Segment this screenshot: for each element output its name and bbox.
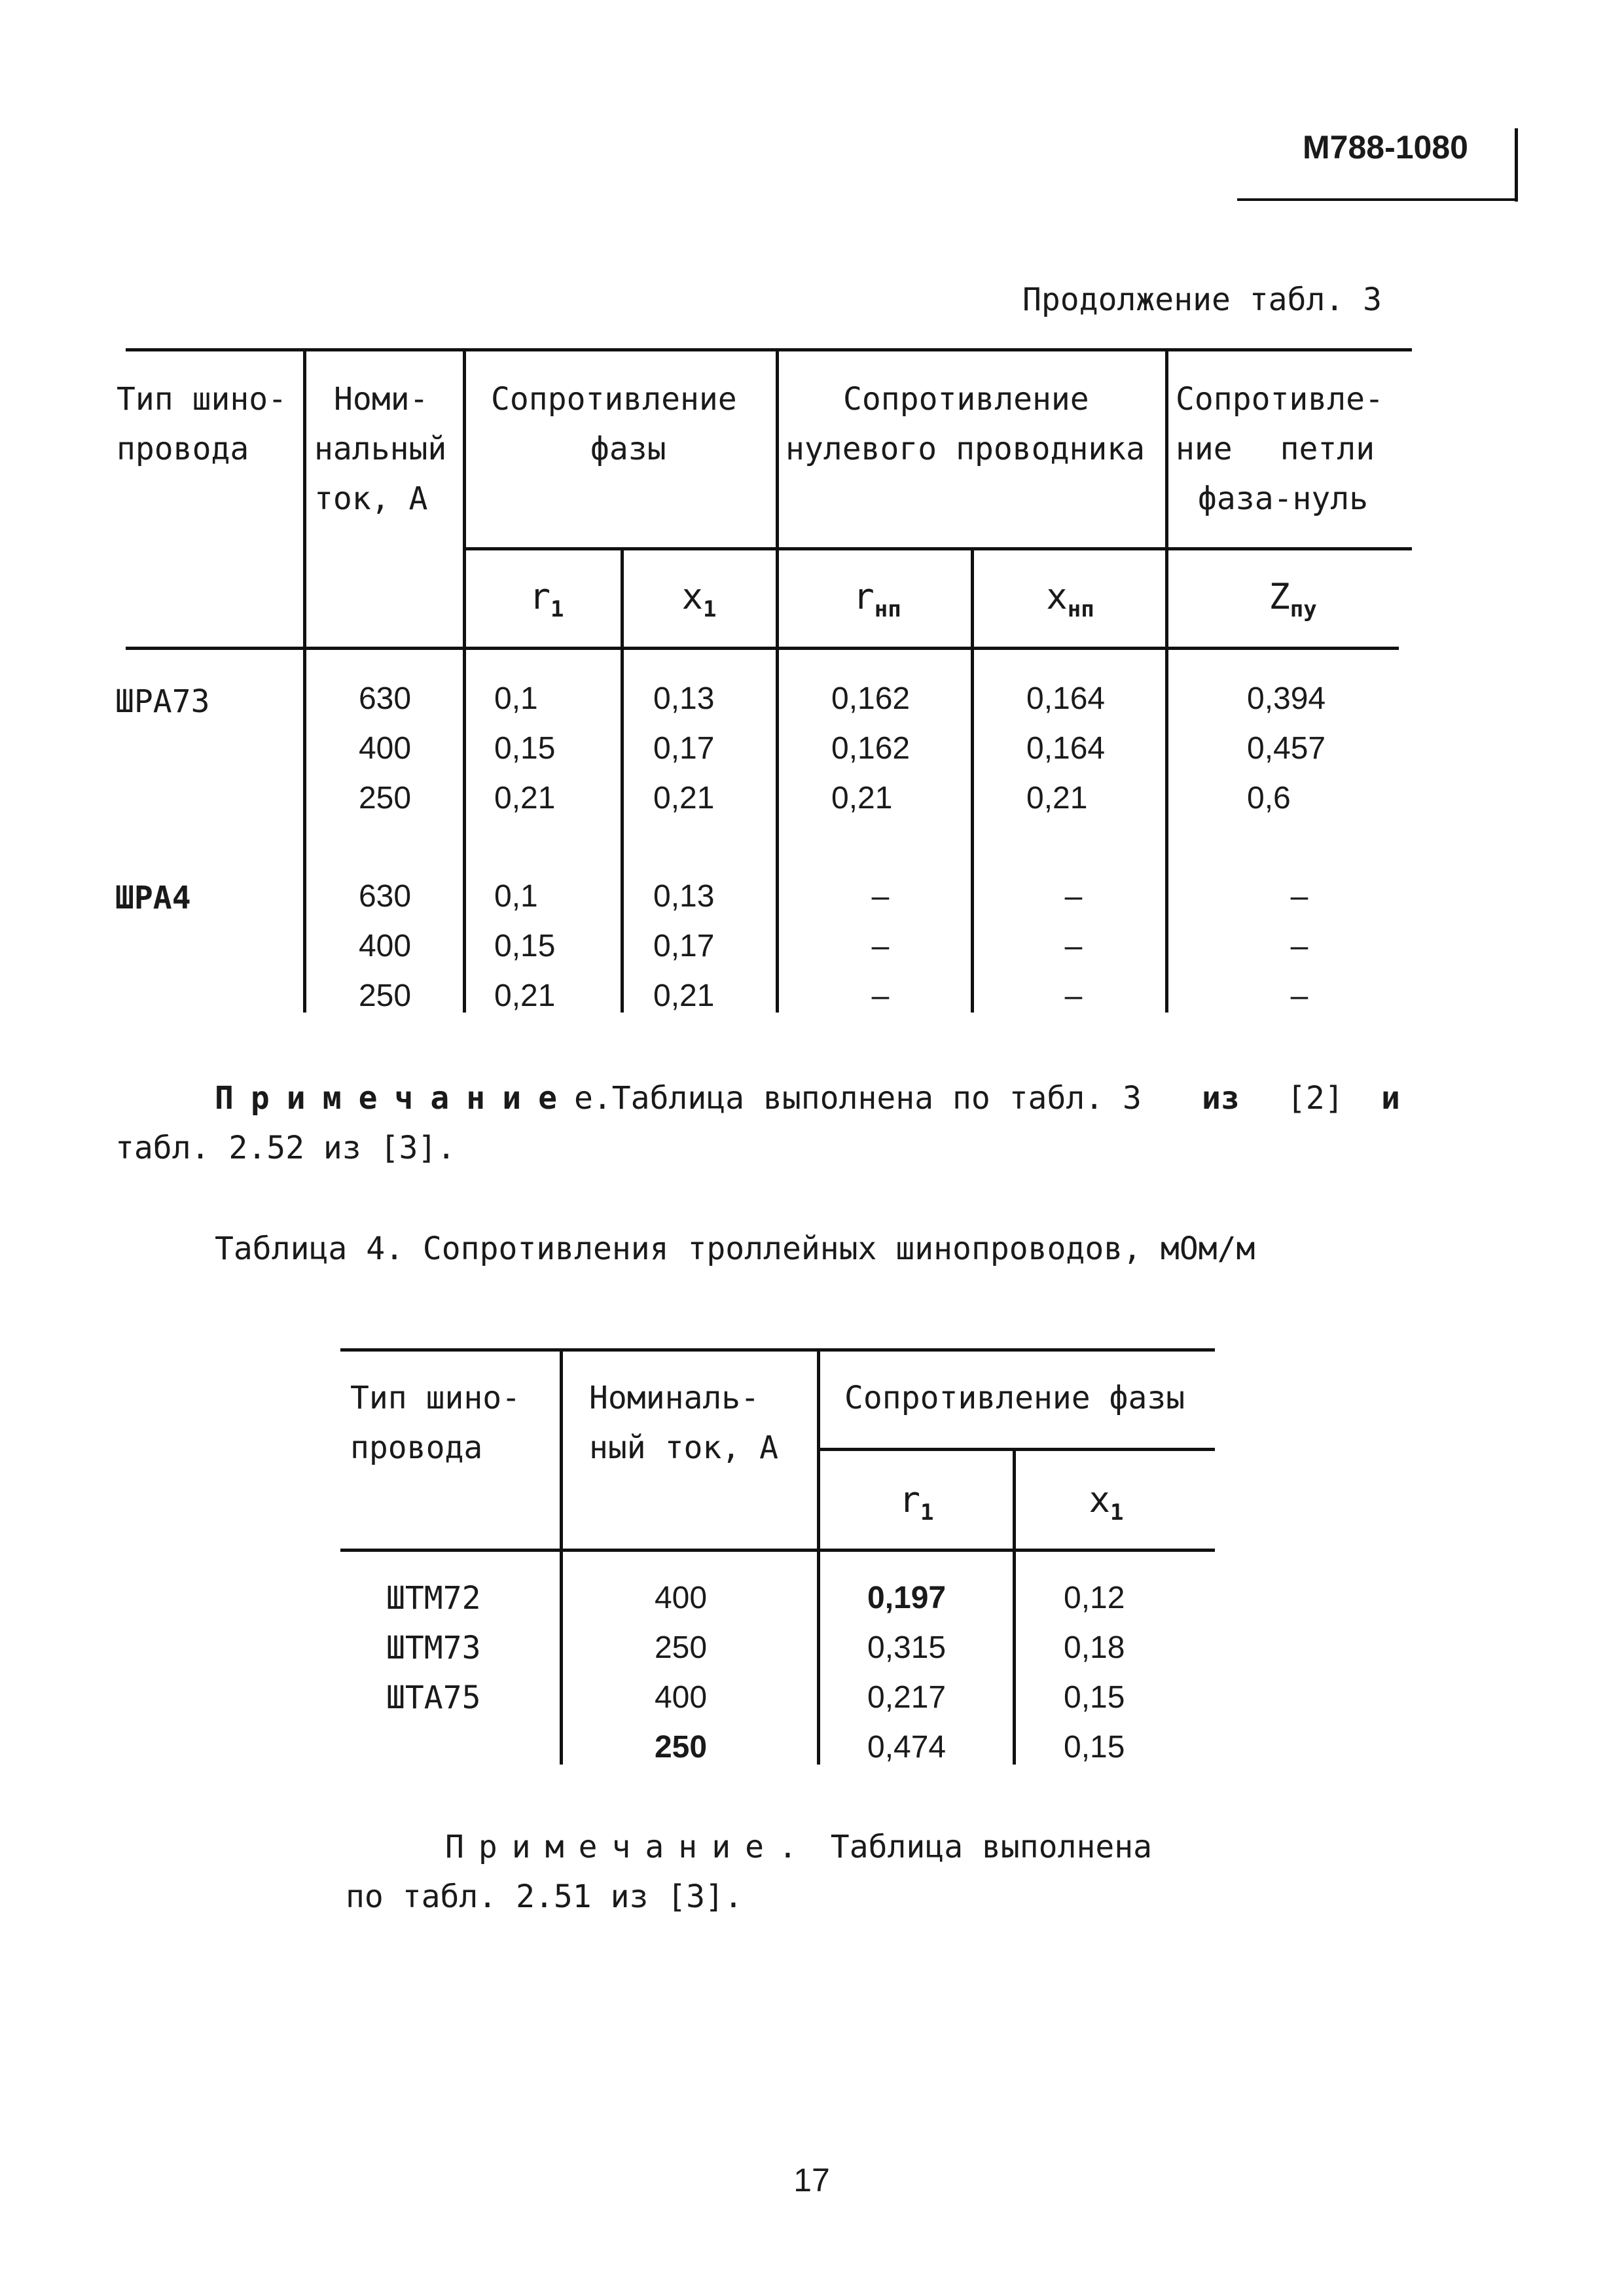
table3-header-loop-line3: фаза-нуль: [1198, 480, 1369, 517]
table3-cell: –: [871, 879, 890, 914]
table4-cell: 400: [654, 1680, 708, 1715]
table3-cell: 0,457: [1247, 731, 1326, 766]
note1-text: е.Таблица выполнена по табл. 3: [573, 1080, 1142, 1117]
table3-cell: –: [1290, 879, 1308, 914]
table4-header-bottom-rule: [340, 1549, 1215, 1552]
table3-cell: 0,21: [653, 781, 715, 816]
table3-cell: 0,15: [494, 929, 556, 963]
table3-cell: –: [1064, 879, 1083, 914]
table4-col-rule: [1013, 1448, 1016, 1765]
table3-header-current-line1: Номи-: [334, 381, 429, 418]
table4-type-label: ШТМ72: [386, 1580, 481, 1617]
table4-cell: 0,197: [867, 1581, 947, 1615]
table3-header-bottom-rule: [126, 647, 1399, 650]
table3-header-current-line2: нальный: [314, 431, 447, 467]
table3-col-rule: [463, 348, 466, 1013]
table4-header-phase: Сопротивление фазы: [844, 1380, 1185, 1416]
table3-cell: –: [1290, 978, 1308, 1013]
table4-header-current-line2: ный ток, А: [589, 1429, 778, 1466]
note1-line1: [215, 1080, 1142, 1117]
table3-cell: 0,162: [831, 681, 911, 716]
table4-top-rule: [340, 1348, 1215, 1352]
table3-cell: 0,21: [653, 978, 715, 1013]
table3-header-current-line3: ток, А: [314, 480, 428, 517]
table4-header-current-line1: Номиналь-: [589, 1380, 760, 1416]
table3-col-rule: [621, 547, 624, 1013]
table3-cell: 0,164: [1026, 731, 1106, 766]
header-frame-right: [1515, 128, 1518, 202]
note1-word-i: и: [1381, 1080, 1400, 1117]
table3-header-phase-line1: Сопротивление: [491, 381, 737, 418]
table4-cell: 250: [654, 1730, 708, 1765]
continuation-label: Продолжение табл. 3: [1022, 281, 1382, 318]
table3-header-phase-line2: фазы: [590, 431, 666, 467]
table3-subheader-x1: $x_1$: [681, 576, 717, 622]
table3-cell: –: [1064, 929, 1083, 963]
note2-line1: [445, 1829, 1152, 1865]
table4-cell: 0,217: [867, 1680, 947, 1715]
header-frame-bottom: [1237, 198, 1518, 201]
table3-subheader-rule: [465, 547, 1412, 550]
table3-cell: 0,17: [653, 731, 715, 766]
table4-type-label: ШТА75: [386, 1679, 481, 1716]
table4-cell: 0,15: [1064, 1730, 1125, 1765]
table3-subheader-zpu: $Z_{пу}$: [1269, 576, 1317, 622]
table3-cell: 0,1: [494, 681, 538, 716]
note2-prefix: Примечание.: [445, 1829, 812, 1865]
table4-subheader-rule: [818, 1448, 1215, 1451]
table3-cell: 0,13: [653, 681, 715, 716]
table3-cell: 0,13: [653, 879, 715, 914]
table4-header-type-line2: провода: [350, 1429, 483, 1466]
table3-top-rule: [126, 348, 1412, 351]
table3-cell: 0,394: [1247, 681, 1326, 716]
table3-col-rule: [776, 348, 779, 1013]
table3-cell: 0,164: [1026, 681, 1106, 716]
note1-ref: [2]: [1287, 1080, 1344, 1117]
document-code: М788-1080: [1303, 129, 1468, 166]
table3-header-loop-line1: Сопротивле-: [1176, 381, 1384, 418]
table3-cell: 0,162: [831, 731, 911, 766]
table3-cell: –: [1064, 978, 1083, 1013]
table3-cell: 0,21: [1026, 781, 1088, 816]
table4-cell: 0,315: [867, 1630, 947, 1665]
table3-cell: 400: [358, 929, 412, 963]
table3-cell: –: [871, 929, 890, 963]
note1-prefix: Примечание: [215, 1080, 574, 1117]
table3-cell: 0,21: [494, 978, 556, 1013]
table3-cell: 630: [358, 879, 412, 914]
note2-text: Таблица выполнена: [830, 1829, 1153, 1865]
table3-header-type-line2: провода: [117, 431, 249, 467]
table3-subheader-r1: $r_1$: [529, 576, 564, 622]
table4-cell: 0,15: [1064, 1680, 1125, 1715]
table4-header-type-line1: Тип шино-: [350, 1380, 521, 1416]
table3-cell: 400: [358, 731, 412, 766]
table4-subheader-r1: $r_1$: [899, 1479, 934, 1526]
table4-cell: 0,12: [1064, 1581, 1125, 1615]
table3-header-loop-line2: ние петли: [1176, 431, 1375, 467]
table3-col-rule: [1165, 348, 1168, 1013]
table4-col-rule: [560, 1348, 563, 1765]
table3-subheader-xnp: $x_{нп}$: [1046, 576, 1094, 622]
table4-subheader-x1: $x_1$: [1089, 1479, 1124, 1526]
table4-cell: 400: [654, 1581, 708, 1615]
page-number: 17: [793, 2162, 830, 2198]
table3-cell: 250: [358, 781, 412, 816]
note1-line2: табл. 2.52 из [3].: [115, 1130, 456, 1166]
table3-cell: –: [1290, 929, 1308, 963]
table3-col-rule: [303, 348, 306, 1013]
table4-cell: 250: [654, 1630, 708, 1665]
table4-cell: 0,474: [867, 1730, 947, 1765]
note2-line2: по табл. 2.51 из [3].: [346, 1878, 743, 1915]
table3-cell: 0,17: [653, 929, 715, 963]
table3-type-label: ШРА73: [115, 683, 210, 720]
table3-col-rule: [971, 547, 974, 1013]
table3-cell: 250: [358, 978, 412, 1013]
table3-cell: 0,21: [831, 781, 893, 816]
table3-type-label: ШРА4: [115, 880, 191, 916]
table3-header-neutral-line1: Сопротивление: [843, 381, 1089, 418]
note1-word-iz: из: [1202, 1080, 1240, 1117]
table3-cell: 630: [358, 681, 412, 716]
table3-cell: 0,21: [494, 781, 556, 816]
table3-subheader-rnp: $r_{нп}$: [853, 576, 901, 622]
table3-cell: 0,6: [1247, 781, 1291, 816]
table4-cell: 0,18: [1064, 1630, 1125, 1665]
table4-col-rule: [817, 1348, 820, 1765]
table4-type-label: ШТМ73: [386, 1630, 481, 1666]
table3-header-type-line1: Тип шино-: [117, 381, 287, 418]
table3-cell: 0,1: [494, 879, 538, 914]
table3-header-neutral-line2: нулевого проводника: [785, 431, 1146, 467]
table3-cell: 0,15: [494, 731, 556, 766]
table3-cell: –: [871, 978, 890, 1013]
table4-caption: Таблица 4. Сопротивления троллейных шинопроводов, мОм/м: [215, 1230, 1255, 1267]
